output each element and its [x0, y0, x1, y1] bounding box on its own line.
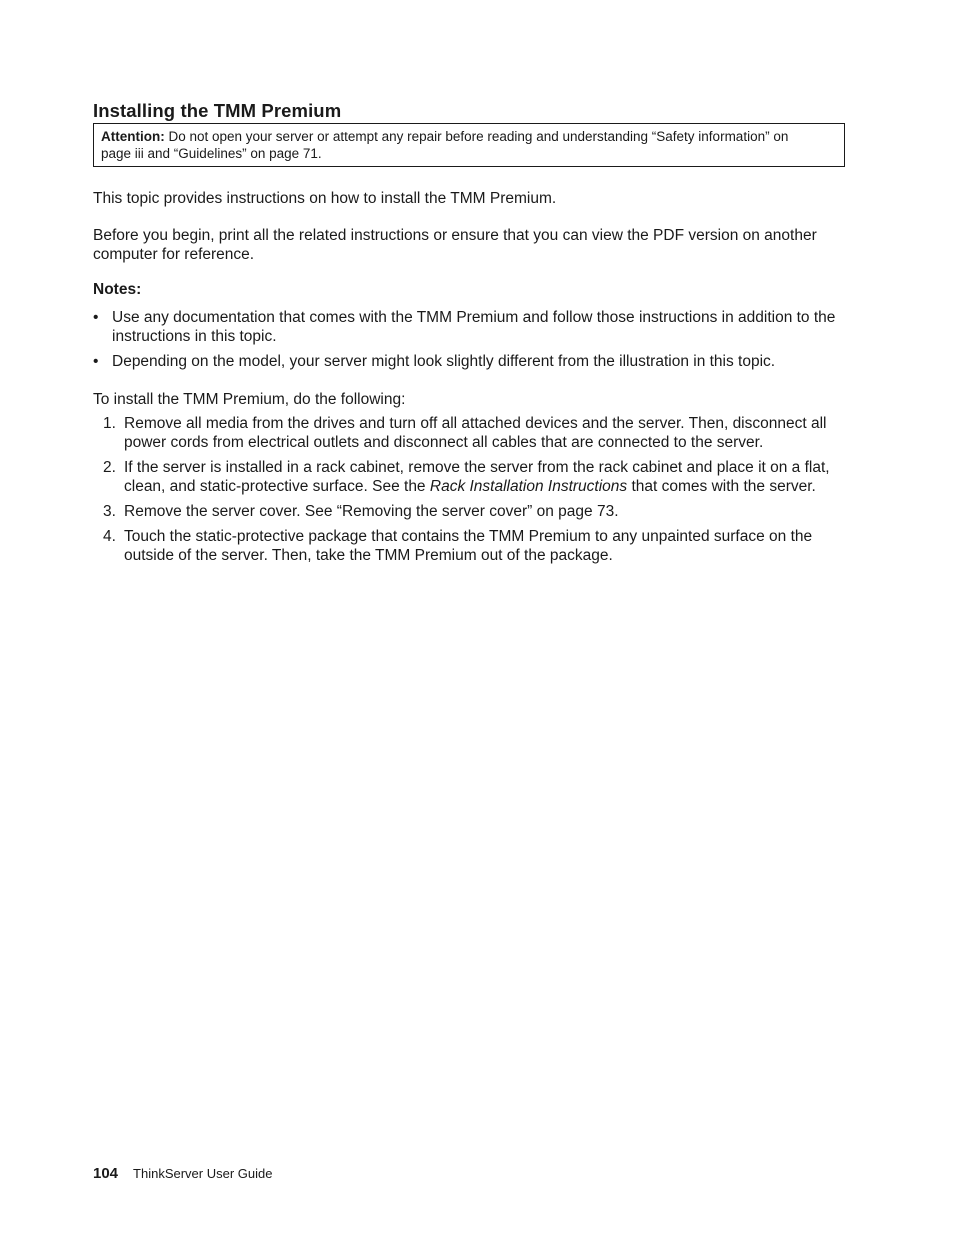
step-text: Remove all media from the drives and turn off all attached devices and the server. Then, disconnect all power cords from electrical outlets and disconnect all cables that are connected to the server.	[124, 415, 827, 451]
page-number: 104	[93, 1165, 119, 1182]
step-item	[93, 458, 845, 496]
bullet-icon: •	[93, 309, 99, 326]
note-item	[93, 308, 845, 346]
section-title: Installing the TMM Premium	[93, 100, 342, 121]
steps-intro: To install the TMM Premium, do the following:	[93, 391, 406, 408]
page-footer	[93, 1165, 272, 1183]
step-number: 4.	[103, 528, 116, 545]
intro-paragraph: This topic provides instructions on how to install the TMM Premium.	[93, 190, 557, 207]
notes-heading: Notes:	[93, 281, 142, 298]
step-text-after: that comes with the server.	[627, 478, 816, 495]
steps-list	[93, 414, 845, 565]
document-page	[93, 100, 845, 571]
attention-box	[93, 123, 845, 167]
step-number: 1.	[103, 415, 116, 432]
note-text: Use any documentation that comes with the TMM Premium and follow those instructions in addition to the instructions in this topic.	[112, 309, 836, 345]
document-title: ThinkServer User Guide	[133, 1166, 273, 1181]
step-number: 3.	[103, 503, 116, 520]
note-item	[93, 352, 845, 371]
attention-text: Do not open your server or attempt any repair before reading and understanding “Safety information” on page iii and “Guidelines” on page 71.	[101, 129, 789, 161]
note-text: Depending on the model, your server might look slightly different from the illustration in this topic.	[112, 353, 776, 370]
before-you-begin-paragraph: Before you begin, print all the related instructions or ensure that you can view the PDF version on another computer for reference.	[93, 227, 817, 263]
step-text: Remove the server cover. See “Removing the server cover” on page 73.	[124, 503, 619, 520]
bullet-icon: •	[93, 353, 99, 370]
notes-list	[93, 308, 845, 371]
step-text-before: If the server is installed in a rack cabinet, remove the server from the rack cabinet and place it on a flat, clean, and static-protective surface. See the	[124, 459, 830, 495]
step-item	[93, 502, 845, 521]
step-number: 2.	[103, 459, 116, 476]
step-item	[93, 527, 845, 565]
step-text: Touch the static-protective package that contains the TMM Premium to any unpainted surface on the outside of the server. Then, take the TMM Premium out of the package.	[124, 528, 813, 564]
rack-instructions-title: Rack Installation Instructions	[429, 478, 628, 495]
step-item	[93, 414, 845, 452]
attention-label: Attention:	[101, 129, 165, 144]
